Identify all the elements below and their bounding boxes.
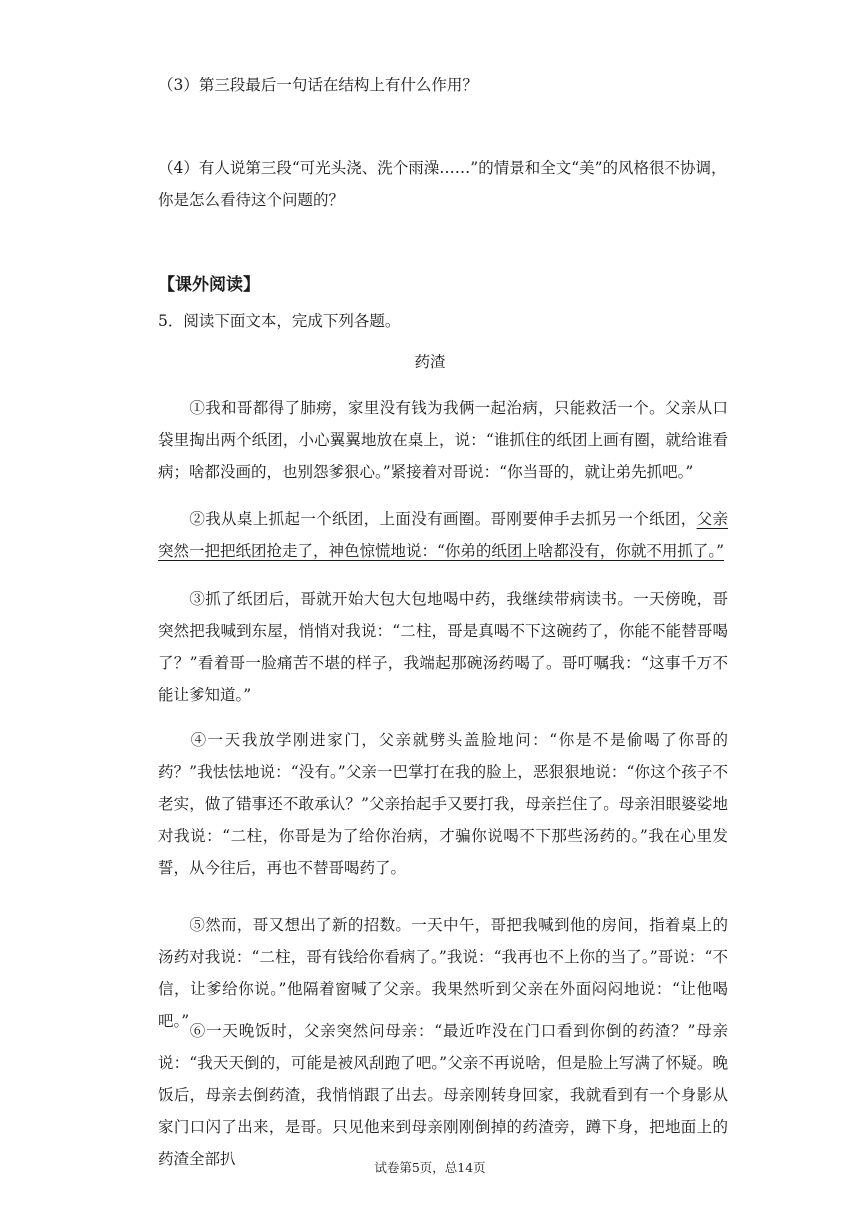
- paragraph-1-text: ①我和哥都得了肺痨，家里没有钱为我俩一起治病，只能救活一个。父亲从口袋里掏出两个纸团，小心翼翼地放在桌上，说：“谁抓住的纸团上画有圈，就给谁看病；啥都没画的，也别怨爹狠心。”紧接着对哥说：“你当哥的，就让弟先抓吧。”: [158, 399, 728, 481]
- paragraph-2-underlined-text: 父亲突然一把把纸团抢走了，神色惊慌地说：“你弟的纸团上啥都没有，你就不用抓了。”: [158, 510, 728, 560]
- section-heading: 【课外阅读】: [158, 275, 260, 295]
- task-instruction: 5．阅读下面文本，完成下列各题。: [158, 312, 401, 330]
- paragraph-4-text: ④一天我放学刚进家门，父亲就劈头盖脸地问：“你是不是偷喝了你哥的药？”我怯怯地说：“没有。”父亲一巴掌打在我的脸上，恶狠狠地说：“你这个孩子不老实，做了错事还不敢承认？”父亲抬起手又要打我，母亲拦住了。母亲泪眼婆娑地对我说：“二柱，你哥是为了给你治病，才骗你说喝不下那些汤药的。”我在心里发誓，从今往后，再也不替哥喝药了。: [158, 731, 728, 877]
- question-4-line-2: 你是怎么看待这个问题的？: [158, 191, 345, 209]
- paragraph-1: [158, 392, 728, 488]
- paragraph-2-text: ②我从桌上抓起一个纸团，上面没有画圈。哥刚要伸手去抓另一个纸团，: [189, 510, 697, 528]
- paragraph-3-text: ③抓了纸团后，哥就开始大包大包地喝中药，我继续带病读书。一天傍晚，哥突然把我喊到东屋，悄悄对我说：“二柱，哥是真喝不下这碗药了，你能不能替哥喝了？”看着哥一脸痛苦不堪的样子，我端起那碗汤药喝了。哥叮嘱我：“这事千万不能让爹知道。”: [158, 590, 728, 704]
- paragraph-4: [158, 724, 728, 884]
- paragraph-2: [158, 503, 728, 567]
- paragraph-3: [158, 583, 728, 711]
- question-3: （3）第三段最后一句话在结构上有什么作用？: [158, 76, 478, 94]
- question-4-line-1: （4）有人说第三段“可光头浇、洗个雨澡……”的情景和全文“美”的风格很不协调，: [158, 159, 727, 177]
- article-title: 药渣: [414, 353, 446, 371]
- paragraph-5-text: ⑤然而，哥又想出了新的招数。一天中午，哥把我喊到他的房间，指着桌上的汤药对我说：“二柱，哥有钱给你看病了。”我说：“我再也不上你的当了。”哥说：“不信，让爹给你说。”他隔着窗喊了父亲。我果然听到父亲在外面闷闷地说：“让他喝吧。”: [158, 916, 728, 1030]
- paragraph-6: [158, 1015, 728, 1175]
- paragraph-6-text: ⑥一天晚饭时，父亲突然问母亲：“最近咋没在门口看到你倒的药渣？”母亲说：“我天天倒的，可能是被风刮跑了吧。”父亲不再说啥，但是脸上写满了怀疑。晚饭后，母亲去倒药渣，我悄悄跟了出去。母亲刚转身回家，我就看到有一个身影从家门口闪了出来，是哥。只见他来到母亲刚刚倒掉的药渣旁，蹲下身，把地面上的药渣全部扒: [158, 1022, 728, 1168]
- page-footer: 试卷第5页，总14页: [374, 1160, 486, 1175]
